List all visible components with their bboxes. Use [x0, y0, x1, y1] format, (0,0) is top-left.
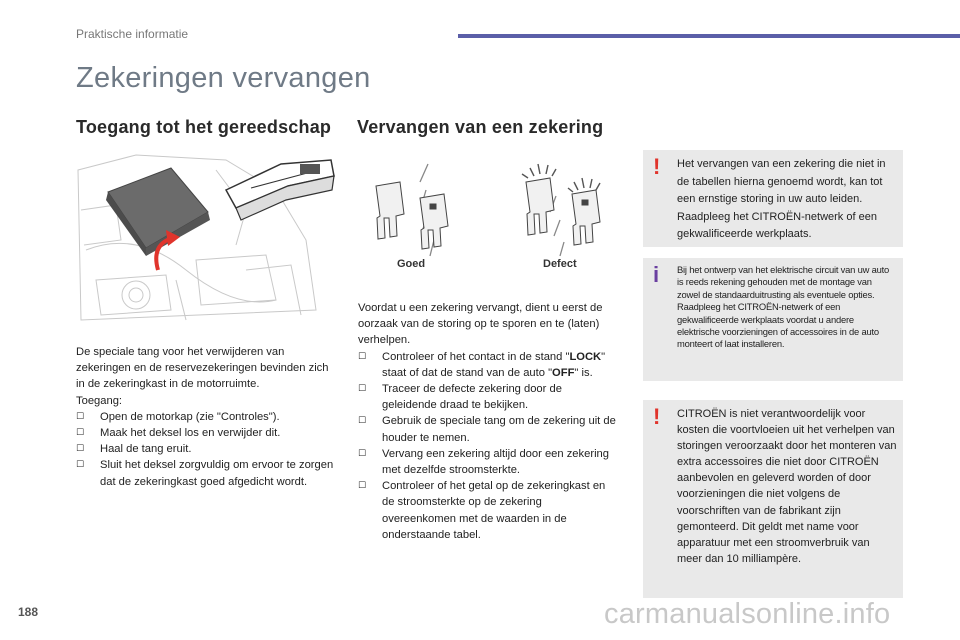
list-item: ☐ Gebruik de speciale tang om de zekering uit de houder te nemen.	[358, 413, 616, 445]
header-accent-bar	[458, 34, 960, 38]
section-label: Praktische informatie	[76, 27, 189, 41]
replace-fuse-text	[358, 300, 616, 543]
tool-access-text	[76, 344, 338, 490]
replace-fuse-intro: Voordat u een zekering vervangt, dient u eerst de oorzaak van de storing op te sporen en te (laten) verhelpen.	[358, 302, 603, 347]
warning-note-text: Het vervangen van een zekering die niet in de tabellen hierna genoemd wordt, kan tot een ernstige storing in uw auto leiden. Raadpleeg het CITROËN-netwerk of een gekwalificeerde werkplaats.	[677, 158, 886, 240]
exclamation-warning-icon: !	[653, 154, 661, 179]
list-item: ☐ Controleer of het getal op de zekeringkast en de stroomsterkte op de zekering overeenkomen met de waarden in de onderstaande tabel.	[358, 478, 616, 543]
checkbox-bullet-icon: ☐	[358, 384, 367, 395]
info-note-text-2: Raadpleeg het CITROËN-netwerk of een gekwalificeerde werkplaats voordat u andere elektrische voorzieningen of accessoires in de auto monteert of laat installeren.	[677, 301, 879, 350]
checkbox-bullet-icon: ☐	[76, 444, 85, 455]
info-note-text-1: Bij het ontwerp van het elektrische circuit van uw auto is reeds rekening gehouden met de montage van zowel de standaarduitrusting als eventuele opties.	[677, 264, 890, 300]
exclamation-warning-icon: !	[653, 404, 661, 429]
page-number: 188	[18, 605, 39, 619]
tool-access-intro: De speciale tang voor het verwijderen van zekeringen en de reservezekeringen bevinden zich in de zekeringkast in de motorruimte.	[76, 346, 329, 391]
info-i-icon: i	[653, 262, 660, 287]
liability-warning-box	[643, 400, 903, 598]
checkbox-bullet-icon: ☐	[358, 448, 367, 459]
tool-access-subheading: Toegang:	[76, 394, 123, 407]
checkbox-bullet-icon: ☐	[358, 416, 367, 427]
list-item: ☐ Sluit het deksel zorgvuldig om ervoor te zorgen dat de zekeringkast goed afgedicht wordt.	[76, 457, 338, 489]
checkbox-bullet-icon: ☐	[76, 411, 85, 422]
list-item: ☐ Traceer de defecte zekering door de geleidende draad te bekijken.	[358, 381, 616, 413]
caption-good: Goed	[397, 258, 426, 270]
liability-warning-text: CITROËN is niet verantwoordelijk voor kosten die voortvloeien uit het verhelpen van storingen veroorzaakt door het monteren van extra accessoires die niet door CITROËN aanbevolen en geleverd worden of door voorzieningen die niet volgens de voorschriften van de fabrikant zijn gemonteerd. Dit geldt met name voor apparatuur met een stroomverbruik van meer dan 10 milliampère.	[677, 408, 897, 565]
info-note-box	[643, 258, 903, 381]
list-item: ☐ Haal de tang eruit.	[76, 441, 338, 457]
list-item: ☐ Vervang een zekering altijd door een zekering met dezelfde stroomsterkte.	[358, 446, 616, 478]
off-keyword: OFF	[552, 366, 575, 379]
heading-tool-access: Toegang tot het gereedschap	[76, 117, 332, 137]
checkbox-bullet-icon: ☐	[358, 351, 367, 362]
caption-defect: Defect	[543, 258, 577, 270]
list-item: ☐ Maak het deksel los en verwijder dit.	[76, 425, 338, 441]
checkbox-bullet-icon: ☐	[76, 428, 85, 439]
warning-note-box	[643, 150, 903, 247]
lock-keyword: LOCK	[569, 350, 602, 363]
engine-bay-fusebox-illustration	[76, 150, 338, 325]
watermark: carmanualsonline.info	[604, 598, 891, 630]
list-item: ☐ Controleer of het contact in de stand "LOCK" staat of dat de stand van de auto "OFF" is.	[358, 349, 616, 381]
list-item: ☐ Open de motorkap (zie "Controles").	[76, 409, 338, 425]
checkbox-bullet-icon: ☐	[358, 481, 367, 492]
page-title: Zekeringen vervangen	[76, 62, 371, 94]
heading-replace-fuse: Vervangen van een zekering	[357, 117, 604, 137]
checkbox-bullet-icon: ☐	[76, 460, 85, 471]
